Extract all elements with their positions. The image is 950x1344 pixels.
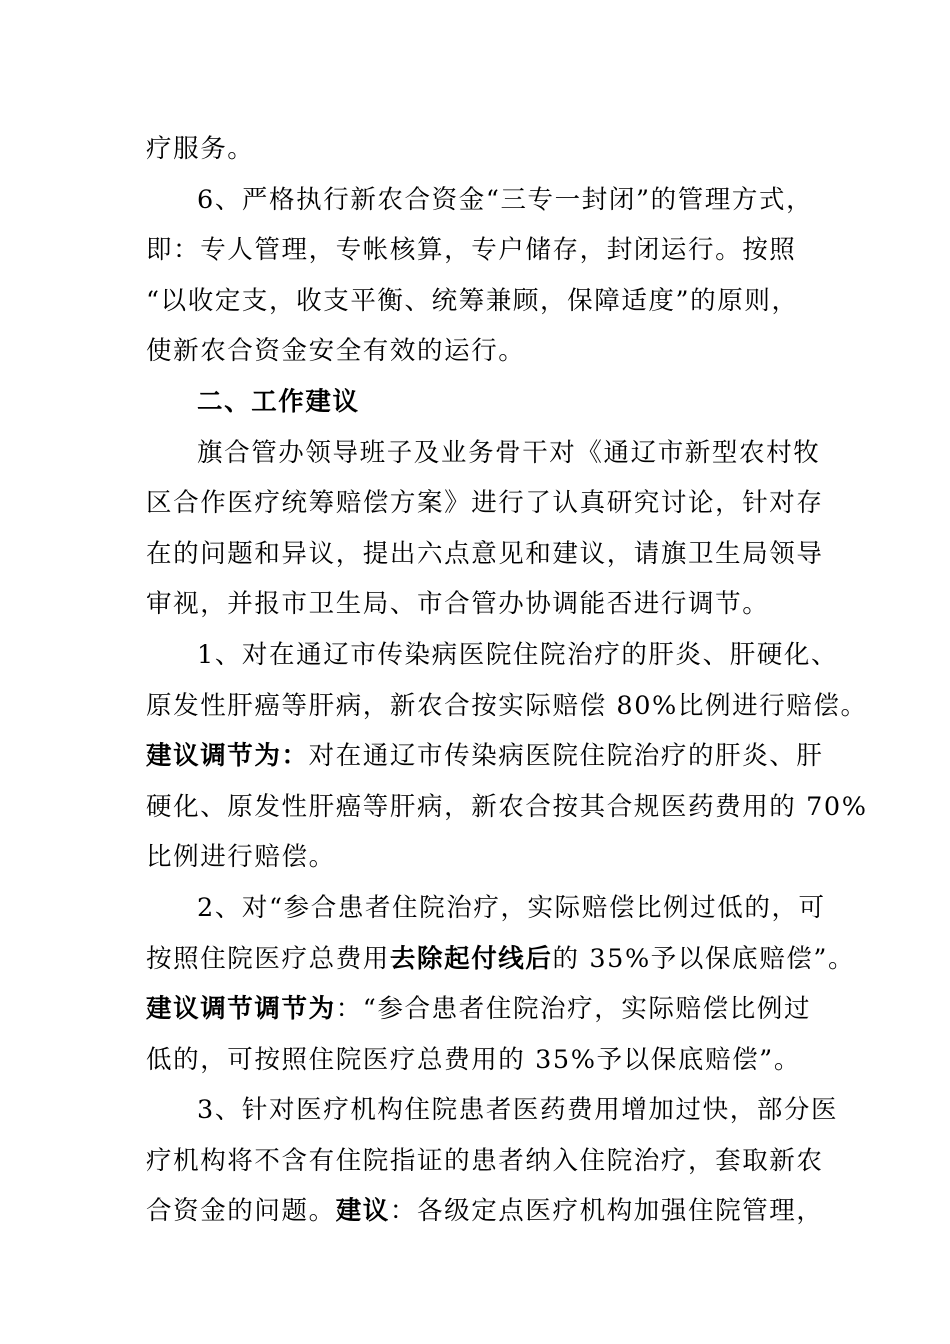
text-line (146, 529, 824, 580)
text-line (146, 1186, 824, 1237)
text-span: 合资金的问题。 (146, 1196, 336, 1227)
text-line (146, 276, 806, 327)
text-span: 二、工作建议 (197, 386, 360, 417)
bold-text-span: 建议调节为： (146, 741, 309, 772)
text-span: 低的，可按照住院医疗总费用的 35%予以保底赔偿”。 (146, 1044, 801, 1075)
text-span: 原发性肝癌等肝病，新农合按实际赔偿 80%比例进行赔偿。 (146, 690, 868, 721)
text-span: 3、针对医疗机构住院患者医药费用增加过快，部分医 (197, 1095, 839, 1126)
text-span: 硬化、原发性肝癌等肝病，新农合按其合规医药费用的 70% (146, 791, 868, 822)
text-line (146, 124, 806, 175)
text-span: 区合作医疗统筹赔偿方案》进行了认真研究讨论，针对存 (146, 488, 824, 519)
text-line (146, 984, 812, 1035)
text-line (146, 934, 856, 985)
text-line (146, 478, 824, 529)
text-span: 疗服务。 (146, 134, 255, 164)
bold-text-span: 建议调节调节为 (146, 994, 336, 1025)
text-line (146, 832, 806, 883)
text-span: ：“参合患者住院治疗，实际赔偿比例过 (335, 994, 812, 1025)
text-span: 按照住院医疗总费用 (146, 943, 390, 974)
text-span: 使新农合资金安全有效的运行。 (146, 336, 526, 367)
text-line (146, 428, 821, 479)
bold-text-span: 去除起付线后 (389, 943, 553, 974)
text-span: 比例进行赔偿。 (146, 842, 336, 873)
text-span: 在的问题和异议，提出六点意见和建议，请旗卫生局领导 (146, 538, 824, 569)
text-line (146, 681, 868, 732)
text-span: 疗机构将不含有住院指证的患者纳入住院治疗，套取新农 (146, 1145, 824, 1176)
text-line (146, 630, 839, 681)
text-line (146, 579, 806, 630)
text-line (146, 1136, 824, 1187)
text-span: “以收定支，收支平衡、统筹兼顾，保障适度”的原则， (146, 285, 799, 316)
text-span: 的 35%予以保底赔偿”。 (552, 943, 856, 974)
text-line (146, 225, 806, 276)
text-span: 1、对在通辽市传染病医院住院治疗的肝炎、肝硬化、 (197, 639, 839, 670)
text-span: 6、严格执行新农合资金“三专一封闭”的管理方式， (197, 184, 814, 215)
text-line (146, 1085, 839, 1136)
text-line (146, 175, 814, 226)
text-line (146, 731, 824, 782)
text-line (146, 883, 826, 934)
text-span: ：各级定点医疗机构加强住院管理， (389, 1196, 824, 1227)
text-span: 2、对“参合患者住院治疗，实际赔偿比例过低的，可 (197, 892, 826, 923)
bold-text-span: 建议 (335, 1196, 390, 1227)
text-line (146, 326, 806, 377)
section-heading (146, 377, 806, 428)
text-span: 对在通辽市传染病医院住院治疗的肝炎、肝 (308, 741, 824, 772)
text-span: 审视，并报市卫生局、市合管办协调能否进行调节。 (146, 589, 770, 620)
text-line (146, 782, 868, 833)
document-body (146, 124, 868, 1237)
text-span: 即：专人管理，专帐核算，专户储存，封闭运行。按照 (146, 235, 797, 266)
text-line (146, 1035, 806, 1086)
text-span: 旗合管办领导班子及业务骨干对《通辽市新型农村牧 (197, 437, 821, 468)
